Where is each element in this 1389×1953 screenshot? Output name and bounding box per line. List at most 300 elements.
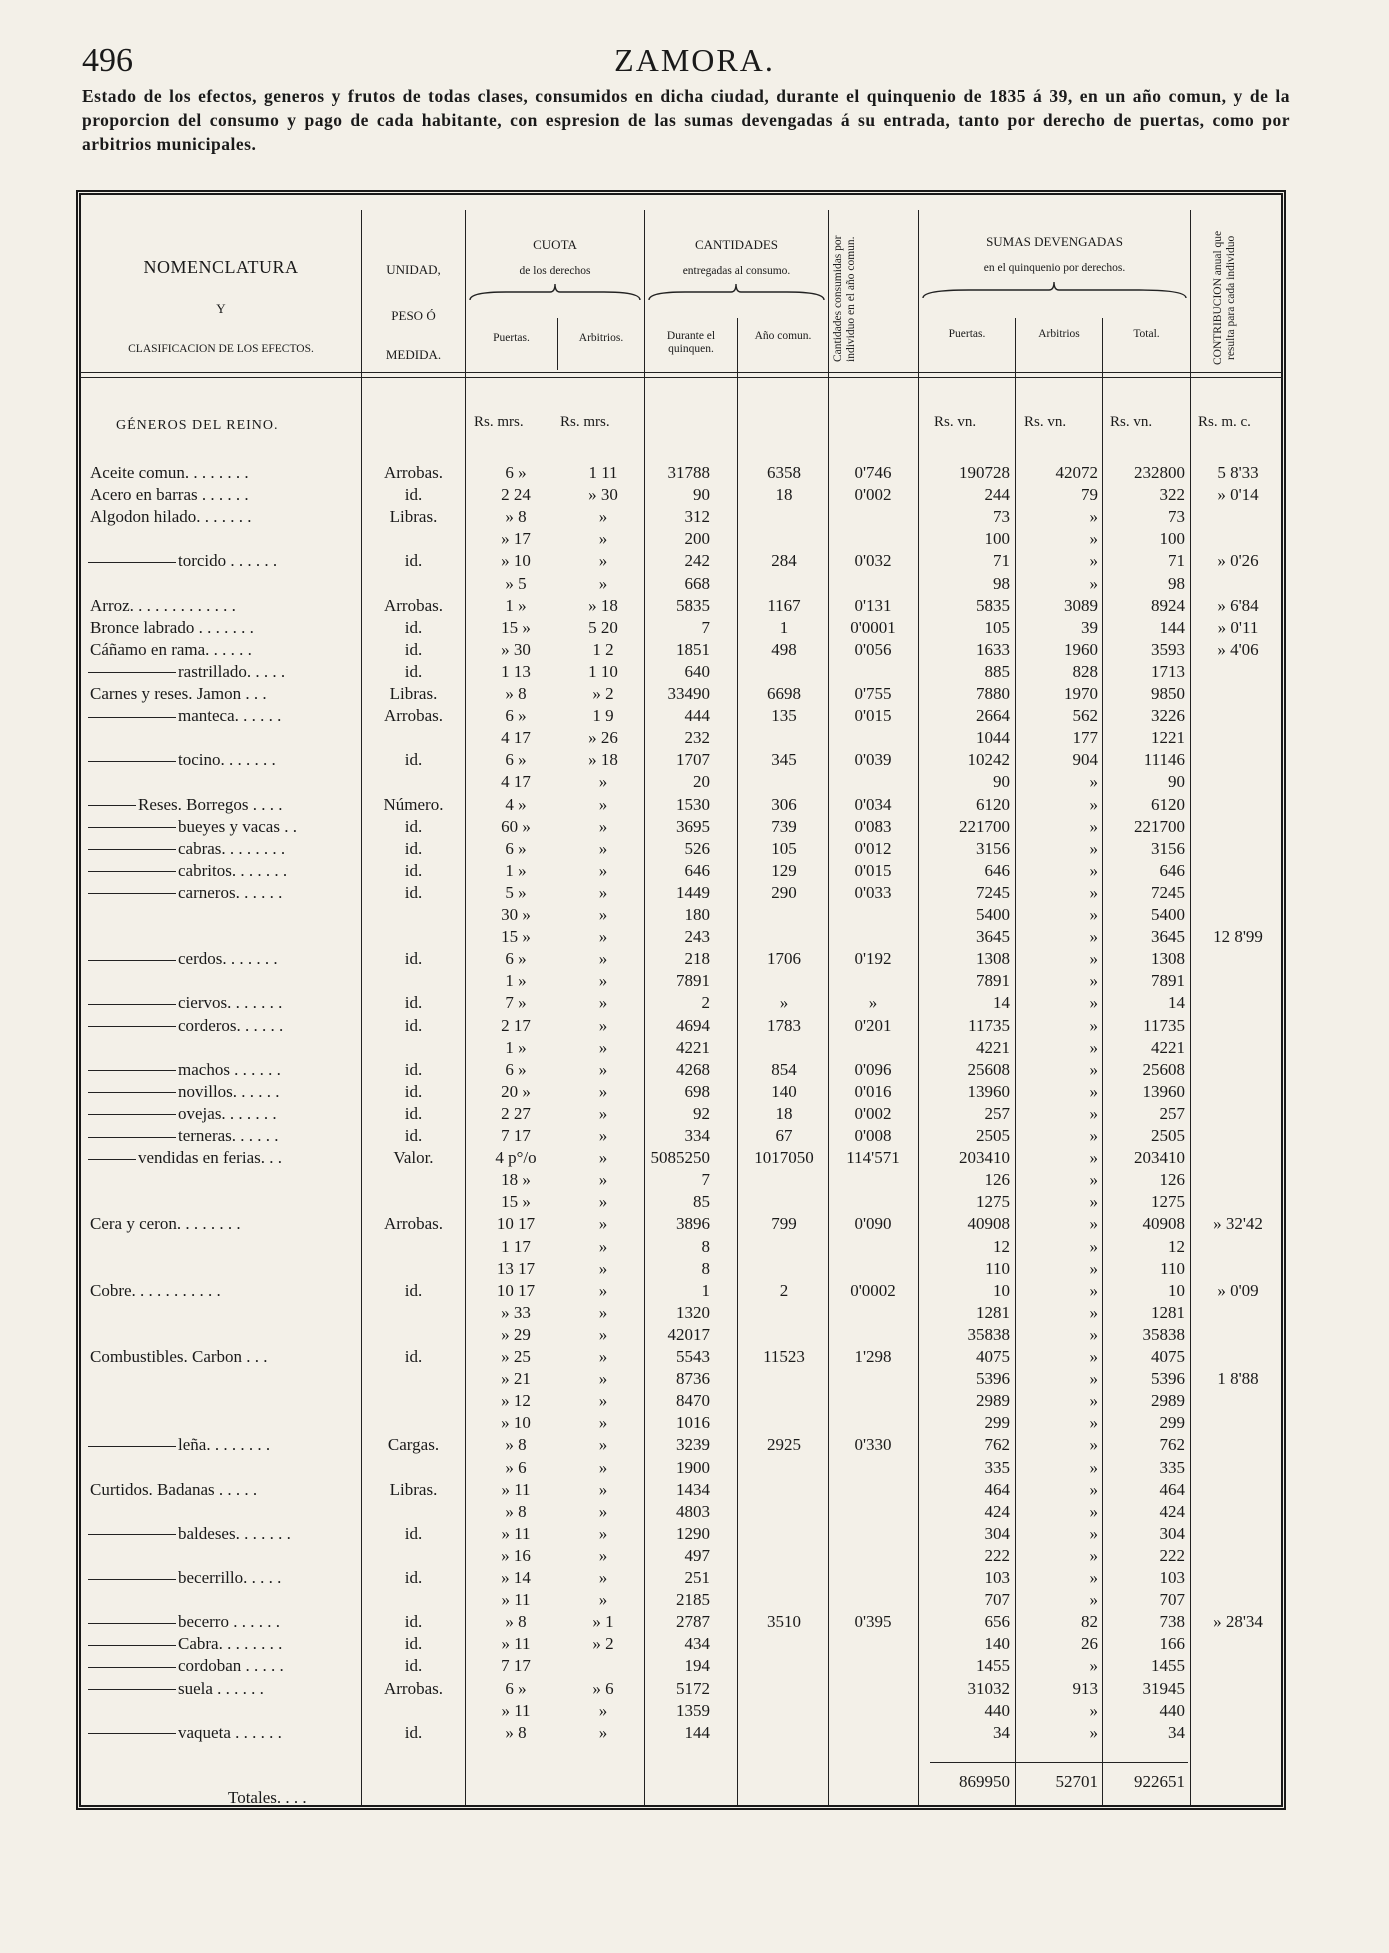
cell-contribucion: 1 8'88 [1217,1369,1259,1389]
cell-sumas-puertas: 707 [984,1590,1010,1610]
row-label-text: corderos. . . . . . [178,1015,284,1035]
cell-sumas-puertas: 335 [984,1457,1010,1477]
cell-cuota-puertas: 15 » [501,1192,531,1212]
cell-durante: 3239 [676,1435,710,1455]
cell-sumas-total: 322 [1159,485,1185,505]
cell-consumidas: 0'034 [854,794,892,814]
ditto-rule [88,849,176,850]
cell-unidad: id. [404,1126,423,1145]
cell-cuota-arbitrios: » [598,1413,608,1433]
ditto-rule [88,893,176,894]
row-label-text: cabritos. . . . . . . [178,860,288,880]
cell-sumas-total: 12 [1168,1236,1185,1256]
cell-durante: 1 [701,1280,710,1300]
cell-cuota-arbitrios: » [598,1722,608,1742]
cell-unidad: id. [404,838,423,858]
cell-cuota-arbitrios: » 1 [592,1612,614,1632]
cell-sumas-arbitrios: 1970 [1064,684,1098,703]
cell-sumas-arbitrios: » [1089,1258,1098,1278]
cell-cuota-arbitrios: 1 10 [588,661,618,681]
cell-contribucion: » 6'84 [1217,595,1259,615]
cell-sumas-puertas: 190728 [959,463,1010,482]
cell-unidad: id. [404,661,423,681]
cell-cuota-arbitrios: 5 20 [588,617,618,637]
cell-unidad: id. [404,639,423,659]
cell-sumas-puertas: 1275 [976,1192,1010,1212]
cell-cuota-arbitrios: » [598,1435,608,1455]
cell-durante: 526 [684,838,710,858]
cell-durante: 232 [684,728,710,748]
cell-unidad: id. [404,949,423,969]
cell-cuota-puertas: 1 » [505,595,527,615]
cell-cuota-puertas: » 17 [501,529,531,549]
cell-sumas-total: 707 [1159,1590,1185,1610]
cell-durante: 1851 [676,639,710,659]
cell-sumas-puertas: 1308 [976,949,1010,969]
cell-sumas-arbitrios: » [1089,1037,1098,1057]
cell-cuota-puertas: 4 17 [501,728,531,748]
header-s-total: Total. [1133,328,1160,340]
cell-sumas-puertas: 5396 [976,1369,1010,1389]
cell-sumas-puertas: 2989 [976,1391,1010,1411]
cell-contribucion: » 0'09 [1217,1280,1259,1300]
cell-consumidas: 0'033 [854,882,892,902]
cell-cuota-arbitrios: » [598,1258,608,1278]
cell-durante: 334 [684,1126,710,1145]
cell-sumas-total: 440 [1159,1700,1185,1720]
cell-sumas-puertas: 1455 [976,1656,1010,1676]
ditto-rule [88,1623,176,1624]
cell-sumas-total: 166 [1159,1634,1185,1654]
row-label-text: manteca. . . . . . [178,706,282,726]
cell-sumas-arbitrios: » [1089,1369,1098,1389]
cell-consumidas: 0'192 [854,949,892,969]
cell-sumas-puertas: 12 [993,1236,1010,1256]
cell-sumas-puertas: 14 [993,993,1010,1013]
row-label [90,1214,241,1234]
ditto-rule [88,1446,176,1447]
cell-cuota-arbitrios: » [598,1280,608,1300]
cell-cuota-arbitrios: 1 9 [592,706,614,726]
cell-cuota-puertas: » 12 [501,1391,531,1411]
row-label [88,551,277,571]
cell-sumas-puertas: 1044 [976,728,1010,748]
cell-cuota-puertas: » 11 [501,1590,531,1610]
cell-sumas-total: 738 [1159,1612,1185,1632]
cell-unidad: id. [404,993,423,1013]
cell-sumas-total: 14 [1168,993,1185,1013]
cell-sumas-total: 6120 [1151,794,1185,814]
cell-durante: 646 [684,860,710,880]
row-label-text: ciervos. . . . . . . [178,993,283,1013]
cell-durante: 434 [684,1634,710,1654]
cell-sumas-puertas: 6120 [976,794,1010,814]
cell-sumas-puertas: 7891 [976,971,1010,991]
cell-sumas-arbitrios: » [1089,1236,1098,1256]
cell-durante: 85 [693,1192,710,1212]
cell-unidad: id. [404,1059,423,1079]
cell-sumas-total: 232800 [1134,463,1185,482]
row-label [90,507,252,527]
cell-ano-comun: 854 [771,1059,797,1079]
cell-durante: 3695 [676,816,710,836]
cell-cuota-arbitrios: » [598,1103,608,1123]
ditto-rule [88,827,176,828]
cell-sumas-total: 9850 [1151,684,1185,703]
cell-durante: 180 [684,905,710,924]
cell-cuota-puertas: 4 » [505,794,527,814]
cell-sumas-arbitrios: » [1089,1545,1098,1565]
cell-sumas-arbitrios: » [1089,860,1098,880]
cell-durante: 4694 [676,1015,710,1035]
ditto-rule [88,1534,176,1535]
ditto-rule [88,960,176,961]
ditto-rule [88,1114,176,1115]
cell-cuota-puertas: » 11 [501,1523,531,1543]
ditto-rule [88,1689,176,1690]
cell-durante: 1016 [676,1413,710,1433]
header-rule-2 [80,377,1282,378]
cell-ano-comun: 498 [771,639,797,659]
cell-unidad: Arrobas. [383,706,443,726]
unit-rs-vn-2: Rs. vn. [1024,414,1067,430]
header-consumidas: Cantidades consumidas por individuo en el año comun. [832,235,857,363]
cell-sumas-arbitrios: » [1089,1126,1098,1145]
totals-rule [930,1762,1188,1763]
row-label [88,1524,291,1544]
header-cuota: CUOTA [533,237,577,252]
cell-cuota-arbitrios: » [598,860,608,880]
cell-sumas-total: 3156 [1151,838,1185,858]
cell-consumidas: 0'008 [854,1126,892,1145]
cell-ano-comun: 11523 [763,1347,805,1366]
cell-sumas-total: 11146 [1143,750,1185,770]
cell-cuota-arbitrios: » 30 [588,485,618,505]
cell-sumas-puertas: 299 [984,1413,1010,1433]
cell-ano-comun: 2 [779,1280,789,1300]
cell-cuota-arbitrios: » 26 [588,728,618,748]
row-label-text: bueyes y vacas . . [178,816,297,836]
header-peso: PESO Ó [391,308,436,323]
cell-ano-comun: 18 [775,485,793,505]
ditto-rule [88,1733,176,1734]
cell-consumidas: 114'571 [846,1148,900,1168]
cell-durante: 1449 [676,882,710,902]
cell-cuota-puertas: 6 » [505,706,527,726]
cell-sumas-total: 71 [1168,551,1185,571]
cell-cuota-arbitrios: » [598,1126,608,1145]
cell-sumas-arbitrios: » [1089,1435,1098,1455]
cell-sumas-puertas: 4221 [976,1037,1010,1057]
brace-cantidades-icon [645,282,828,304]
cell-cuota-puertas: 2 17 [501,1015,531,1035]
cell-cuota-puertas: 6 » [505,463,527,482]
cell-sumas-puertas: 7245 [976,882,1010,902]
col-sep-consumidas [828,210,829,1805]
cell-cuota-puertas: 6 » [505,949,527,969]
cell-sumas-arbitrios: 79 [1081,485,1098,505]
cell-durante: 33490 [667,684,710,703]
header-unidad: UNIDAD, [386,262,441,277]
cell-ano-comun: 1167 [767,595,801,615]
cell-consumidas: 0'090 [854,1214,892,1234]
cell-cuota-arbitrios: » [598,1148,608,1168]
cell-consumidas: 0'0001 [850,617,896,637]
cell-cuota-arbitrios: » [598,1236,608,1256]
cell-sumas-arbitrios: » [1089,1214,1098,1234]
row-label-text: cerdos. . . . . . . [178,949,278,969]
row-label-text: rastrillado. . . . . [178,661,286,681]
row-label-text: torcido . . . . . . [178,551,278,571]
cell-sumas-puertas: 100 [984,529,1010,549]
cell-sumas-total: 1221 [1151,728,1185,748]
cell-sumas-arbitrios: 1960 [1064,639,1098,659]
row-label-text: Bronce labrado . . . . . . . [90,617,254,637]
cell-sumas-puertas: 762 [984,1435,1010,1455]
cell-durante: 5543 [676,1347,710,1366]
cell-cuota-puertas: » 11 [501,1479,531,1499]
header-medida: MEDIDA. [385,347,442,362]
header-sumas: SUMAS DEVENGADAS [986,234,1123,249]
row-label-text: Cabra. . . . . . . . [178,1634,283,1654]
cell-sumas-arbitrios: » [1089,1590,1098,1610]
row-label [88,861,287,881]
cell-sumas-arbitrios: 913 [1072,1678,1098,1698]
cell-consumidas: 0'056 [854,639,892,659]
cell-unidad: Libras. [389,507,438,527]
cell-cuota-arbitrios: » [598,1214,608,1234]
col-sep-ano [737,318,738,1805]
row-label [90,1281,221,1301]
cell-cuota-puertas: » 11 [501,1700,531,1720]
row-label [88,839,285,859]
cell-sumas-puertas: 222 [984,1545,1010,1565]
cell-consumidas: 0'395 [854,1612,892,1632]
cell-sumas-puertas: 1281 [976,1302,1010,1322]
cell-cuota-puertas: 6 » [505,1678,527,1698]
cell-sumas-total: 304 [1159,1523,1185,1543]
unit-rs-m-c: Rs. m. c. [1198,414,1251,430]
ditto-rule [88,761,176,762]
cell-durante: 144 [684,1722,710,1742]
cell-durante: 1359 [676,1700,710,1720]
row-label [88,1104,277,1124]
row-label-text: Acero en barras . . . . . . [90,485,249,505]
cell-durante: 31788 [667,463,710,482]
cell-durante: 8470 [676,1391,710,1411]
ditto-rule [88,1004,176,1005]
ditto-rule [88,1092,176,1093]
cell-ano-comun: 290 [771,882,797,902]
cell-ano-comun: 284 [771,551,797,571]
cell-sumas-arbitrios: 3089 [1064,595,1098,615]
brace-sumas-icon [919,280,1190,302]
cell-consumidas: 0'746 [854,463,892,482]
col-sep-cantidades [644,210,645,1805]
cell-cuota-puertas: 60 » [501,816,531,836]
cell-ano-comun: 1 [779,617,789,637]
cell-sumas-puertas: 656 [984,1612,1010,1632]
cell-ano-comun: 739 [771,816,797,836]
cell-sumas-total: 4221 [1151,1037,1185,1057]
row-label [90,1480,257,1500]
cell-consumidas: 0'330 [854,1435,892,1455]
cell-sumas-puertas: 13960 [967,1081,1010,1101]
cell-durante: 640 [684,661,710,681]
cell-cuota-arbitrios: » [598,838,608,858]
cell-durante: 20 [693,772,710,792]
cell-durante: 8 [701,1236,710,1256]
cell-cuota-arbitrios: » [598,1015,608,1035]
row-label [88,1435,270,1455]
row-label-text: Cera y ceron. . . . . . . . [90,1214,241,1234]
row-label-text: Curtidos. Badanas . . . . . [90,1479,258,1499]
cell-sumas-total: 144 [1159,617,1185,637]
cell-cuota-arbitrios: » [598,1479,608,1499]
row-label [90,463,249,483]
header-s-arbitrios: Arbitrios [1038,328,1080,340]
row-label-text: Cobre. . . . . . . . . . . [90,1280,221,1300]
unit-rs-vn-3: Rs. vn. [1110,414,1153,430]
cell-sumas-arbitrios: » [1089,1568,1098,1587]
row-label-text: carneros. . . . . . [178,882,283,902]
cell-consumidas: » [868,993,878,1013]
cell-sumas-puertas: 31032 [967,1678,1010,1698]
cell-cuota-puertas: 1 » [505,1037,527,1057]
row-label-text: becerro . . . . . . [178,1612,280,1632]
row-label [88,706,281,726]
cell-ano-comun: 140 [771,1081,797,1101]
cell-cuota-puertas: » 14 [501,1568,531,1587]
cell-cuota-puertas: 6 » [505,1059,527,1079]
cell-consumidas: 0'002 [854,1103,892,1123]
cell-sumas-arbitrios: » [1089,1324,1098,1344]
totals-label: Totales. . . . [228,1788,307,1807]
cell-sumas-arbitrios: » [1089,1523,1098,1543]
cell-sumas-arbitrios: » [1089,882,1098,902]
cell-unidad: id. [404,750,423,770]
cell-sumas-puertas: 7880 [976,684,1010,703]
cell-cuota-puertas: » 16 [501,1545,531,1565]
cell-cuota-arbitrios: » [598,1302,608,1322]
cell-ano-comun: 6358 [767,463,801,482]
cell-sumas-arbitrios: » [1089,971,1098,991]
cell-contribucion: » 28'34 [1213,1612,1263,1632]
cell-sumas-puertas: 5400 [976,905,1010,924]
cell-unidad: id. [404,1634,423,1654]
cell-durante: 668 [684,573,710,593]
cell-cuota-puertas: 4 p°/o [495,1148,537,1168]
row-label-text: cordoban . . . . . [178,1656,284,1676]
cell-sumas-puertas: 25608 [967,1059,1010,1079]
cell-sumas-total: 3645 [1151,927,1185,947]
cell-durante: 218 [684,949,710,969]
cell-cuota-puertas: » 8 [505,684,527,703]
cell-sumas-arbitrios: 26 [1081,1634,1098,1654]
cell-consumidas: 1'298 [854,1347,892,1366]
cell-durante: 2 [701,993,710,1013]
cell-cuota-arbitrios: » 6 [592,1678,614,1698]
cell-sumas-puertas: 11735 [968,1015,1010,1035]
cell-cuota-puertas: » 11 [501,1634,531,1654]
cell-durante: 1707 [676,750,710,770]
cell-sumas-puertas: 2505 [976,1126,1010,1145]
cell-sumas-puertas: 464 [984,1479,1010,1499]
cell-cuota-arbitrios: » [598,551,608,571]
cell-cuota-puertas: 10 17 [496,1280,536,1300]
cell-unidad: id. [404,1015,423,1035]
cell-durante: 200 [684,529,710,549]
cell-ano-comun: 2925 [767,1435,801,1455]
cell-cuota-arbitrios: » 2 [592,1634,614,1654]
cell-unidad: id. [404,1081,423,1101]
row-label [88,949,278,969]
cell-ano-comun: 129 [771,860,797,880]
cell-sumas-arbitrios: » [1089,838,1098,858]
cell-sumas-total: 5400 [1151,905,1185,924]
cell-sumas-arbitrios: » [1089,507,1098,527]
cell-durante: 92 [693,1103,710,1123]
cell-contribucion: 5 8'33 [1217,463,1259,482]
cell-sumas-total: 7891 [1151,971,1185,991]
row-label [88,750,276,770]
header-cantidades: CANTIDADES [694,237,779,252]
cell-sumas-total: 1281 [1151,1302,1185,1322]
cell-sumas-total: 35838 [1142,1324,1185,1344]
cell-sumas-total: 126 [1159,1170,1185,1190]
cell-cuota-puertas: 6 » [505,750,527,770]
cell-cuota-arbitrios: » [598,1037,608,1057]
row-label-text: tocino. . . . . . . [178,750,276,770]
cell-ano-comun: 1017050 [754,1148,814,1168]
cell-consumidas: 0'096 [854,1059,892,1079]
cell-cuota-puertas: 1 13 [501,661,531,681]
row-label [90,684,267,704]
cell-sumas-arbitrios: » [1089,551,1098,571]
row-label-text: terneras. . . . . . [178,1126,279,1145]
cell-unidad: Cargas. [387,1435,440,1455]
cell-cuota-puertas: » 21 [501,1369,531,1389]
cell-cuota-arbitrios: » [598,507,608,527]
cell-durante: 4803 [676,1501,710,1521]
cell-sumas-arbitrios: 904 [1072,750,1098,770]
cell-sumas-total: 257 [1159,1103,1185,1123]
cell-sumas-arbitrios: 562 [1072,706,1098,726]
row-label-text: vendidas en ferias. . . [138,1148,282,1168]
cell-ano-comun: 345 [771,750,797,770]
row-label-text: Arroz. . . . . . . . . . . . . [90,595,236,615]
unit-rs-vn-1: Rs. vn. [934,414,977,430]
row-label [88,1126,279,1146]
cell-cuota-puertas: 18 » [501,1170,531,1190]
cell-unidad: Número. [383,794,444,814]
cell-cuota-puertas: » 8 [505,1612,527,1632]
cell-sumas-total: 11735 [1143,1015,1185,1035]
cell-sumas-arbitrios: » [1089,1722,1098,1742]
cell-sumas-total: 1713 [1151,661,1185,681]
cell-contribucion: 12 8'99 [1213,927,1263,947]
cell-sumas-puertas: 40908 [967,1214,1010,1234]
cell-cuota-puertas: 15 » [501,617,531,637]
page-title: ZAMORA. [614,42,775,78]
cell-cuota-puertas: 10 17 [496,1214,536,1234]
cell-durante: 7 [701,1170,710,1190]
cell-consumidas: 0'201 [854,1015,892,1035]
row-label [88,993,282,1013]
ditto-rule [88,1026,176,1027]
cell-cuota-puertas: 1 » [505,860,527,880]
header-rule [80,372,1282,373]
